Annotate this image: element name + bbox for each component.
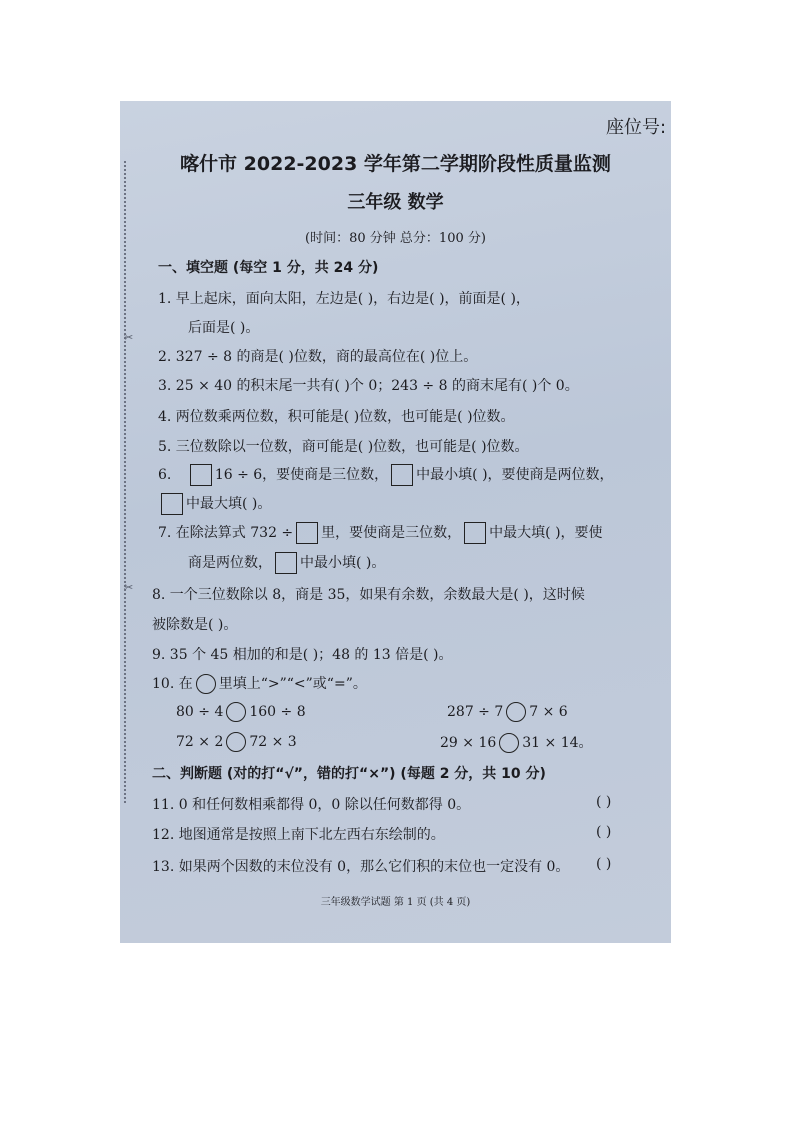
question-6-text-a: 16 ÷ 6，要使商是三位数， [214,467,389,483]
question-10-text-a: 10. 在 [152,676,193,692]
compare-right: 31 × 14。 [522,735,593,751]
compare-item-2 [447,702,568,722]
question-3: 3. 25 × 40 的积末尾一共有( )个 0；243 ÷ 8 的商末尾有( )个 0。 [158,378,579,394]
section-fill-blank: 一、填空题 (每空 1 分，共 24 分) [158,260,379,276]
compare-right: 72 × 3 [249,734,297,750]
seat-number-label: 座位号: [606,117,667,138]
compare-right: 160 ÷ 8 [249,704,306,720]
question-6-line-1 [158,464,614,486]
section-true-false: 二、判断题 (对的打“√”，错的打“×”) (每题 2 分，共 10 分) [152,766,546,782]
compare-circle [499,733,519,753]
binding-mark: ✂ [124,331,134,344]
compare-circle [506,702,526,722]
compare-left: 29 × 16 [440,735,497,751]
compare-circle [196,674,216,694]
compare-left: 287 ÷ 7 [447,704,504,720]
question-6-text-b: 中最小填( )，要使商是两位数， [416,467,614,483]
question-7-line-2 [188,552,385,574]
exam-subject: 三年级 数学 [347,192,444,213]
question-8-line-2: 被除数是( )。 [152,617,238,633]
blank-box [464,522,486,544]
blank-box [275,552,297,574]
question-2: 2. 327 ÷ 8 的商是( )位数，商的最高位在( )位上。 [158,349,478,365]
compare-right: 7 × 6 [529,704,568,720]
question-7-text-d: 商是两位数， [188,555,272,571]
compare-item-4 [440,732,593,753]
question-8-line-1: 8. 一个三位数除以 8，商是 35，如果有余数，余数最大是( )，这时候 [152,587,585,603]
exam-paper [120,101,671,943]
exam-time-score: (时间：80 分钟 总分：100 分) [305,231,486,246]
question-13: 13. 如果两个因数的末位没有 0，那么它们积的末位也一定没有 0。 [152,859,570,875]
question-7-text-a: 7. 在除法算式 732 ÷ [158,525,294,541]
question-5: 5. 三位数除以一位数，商可能是( )位数，也可能是( )位数。 [158,439,529,455]
answer-paren: ( ) [596,824,612,840]
question-11: 11. 0 和任何数相乘都得 0，0 除以任何数都得 0。 [152,797,471,813]
compare-item-1 [176,702,306,722]
blank-box [391,464,413,486]
question-7-text-c: 中最大填( )，要使 [489,525,603,541]
question-7-line-1 [158,522,603,544]
blank-box [296,522,318,544]
question-9: 9. 35 个 45 相加的和是( )；48 的 13 倍是( )。 [152,647,453,663]
compare-item-3 [176,732,297,752]
question-4: 4. 两位数乘两位数，积可能是( )位数，也可能是( )位数。 [158,409,515,425]
page-footer: 三年级数学试题 第 1 页 (共 4 页) [320,897,471,908]
question-10 [152,673,367,694]
question-6-line-2 [158,493,271,515]
blank-box [190,464,212,486]
question-10-text-b: 里填上“>”“<”或“=”。 [218,676,367,692]
question-6-text-c: 中最大填( )。 [186,496,272,512]
question-7-text-b: 里，要使商是三位数， [321,525,462,541]
binding-line [124,161,134,803]
binding-mark: ✂ [124,581,134,594]
answer-paren: ( ) [596,794,612,810]
question-7-text-e: 中最小填( )。 [300,555,386,571]
question-1-line-1: 1. 早上起床，面向太阳，左边是( )，右边是( )，前面是( )， [158,291,530,307]
question-6-number: 6. [158,467,172,483]
answer-paren: ( ) [596,856,612,872]
compare-left: 72 × 2 [176,734,224,750]
compare-circle [226,732,246,752]
question-12: 12. 地图通常是按照上南下北左西右东绘制的。 [152,827,445,843]
compare-circle [226,702,246,722]
blank-box [161,493,183,515]
compare-left: 80 ÷ 4 [176,704,224,720]
exam-title: 喀什市 2022-2023 学年第二学期阶段性质量监测 [180,153,611,175]
question-1-line-2: 后面是( )。 [188,320,260,336]
